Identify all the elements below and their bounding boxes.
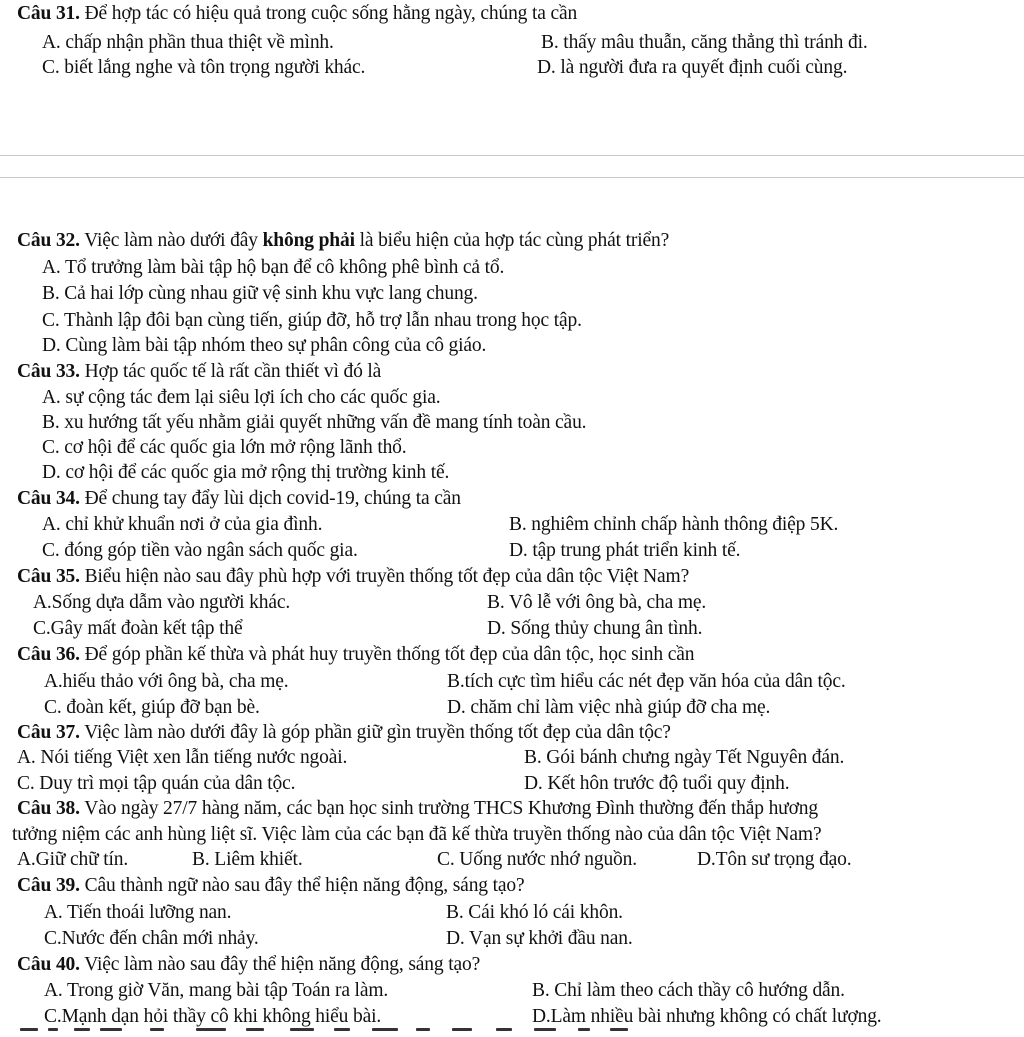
question-32-stem bbox=[17, 229, 669, 253]
question-34-stem bbox=[17, 487, 461, 511]
question-40-number: Câu 40. bbox=[17, 954, 80, 975]
question-35-option-d[interactable]: D. Sống thủy chung ân tình. bbox=[487, 618, 703, 639]
question-40-text: Việc làm nào sau đây thể hiện năng động, sáng tạo? bbox=[79, 954, 481, 975]
question-39-text: Câu thành ngữ nào sau đây thể hiện năng động, sáng tạo? bbox=[79, 875, 525, 896]
question-38-option-c[interactable]: C. Uống nước nhớ nguồn. bbox=[437, 849, 637, 870]
question-39-option-a[interactable]: A. Tiến thoái lưỡng nan. bbox=[44, 902, 232, 923]
question-38-option-b[interactable]: B. Liêm khiết. bbox=[192, 849, 303, 870]
question-38-text-continued: tưởng niệm các anh hùng liệt sĩ. Việc làm của các bạn đã kế thừa truyền thống nào của dân tộc Việt Nam? bbox=[12, 824, 822, 845]
question-38-number: Câu 38. bbox=[17, 798, 80, 819]
question-36-text: Để góp phần kế thừa và phát huy truyền thống tốt đẹp của dân tộc, học sinh cần bbox=[79, 644, 695, 665]
question-33-option-c[interactable]: C. cơ hội để các quốc gia lớn mở rộng lãnh thổ. bbox=[42, 437, 407, 458]
question-31-stem bbox=[17, 2, 577, 26]
truncated-next-line bbox=[0, 1028, 1024, 1037]
question-34-option-b[interactable]: B. nghiêm chỉnh chấp hành thông điệp 5K. bbox=[509, 514, 839, 535]
question-32-text-after: là biểu hiện của hợp tác cùng phát triển? bbox=[354, 230, 670, 251]
question-39-stem bbox=[17, 874, 525, 898]
question-31-option-d[interactable]: D. là người đưa ra quyết định cuối cùng. bbox=[537, 57, 848, 78]
question-37-option-b[interactable]: B. Gói bánh chưng ngày Tết Nguyên đán. bbox=[524, 747, 845, 768]
question-38-stem bbox=[17, 797, 818, 821]
question-33-option-b[interactable]: B. xu hướng tất yếu nhằm giải quyết những vấn đề mang tính toàn cầu. bbox=[42, 412, 587, 433]
question-38-option-a[interactable]: A.Giữ chữ tín. bbox=[17, 849, 129, 870]
question-40-option-c[interactable]: C.Mạnh dạn hỏi thầy cô khi không hiểu bài. bbox=[44, 1006, 382, 1027]
question-36-option-a[interactable]: A.hiếu thảo với ông bà, cha mẹ. bbox=[44, 671, 289, 692]
question-31-option-b[interactable]: B. thấy mâu thuẫn, căng thẳng thì tránh đi. bbox=[541, 32, 868, 53]
question-38-text: Vào ngày 27/7 hàng năm, các bạn học sinh trường THCS Khương Đình thường đến thắp hương bbox=[79, 798, 818, 819]
question-39-number: Câu 39. bbox=[17, 875, 80, 896]
question-31-number: Câu 31. bbox=[17, 3, 80, 24]
question-37-text: Việc làm nào dưới đây là góp phần giữ gìn truyền thống tốt đẹp của dân tộc? bbox=[79, 722, 671, 743]
question-37-stem bbox=[17, 721, 671, 745]
question-35-option-b[interactable]: B. Vô lễ với ông bà, cha mẹ. bbox=[487, 592, 707, 613]
question-36-stem bbox=[17, 643, 694, 667]
question-31-option-a[interactable]: A. chấp nhận phần thua thiệt về mình. bbox=[42, 32, 334, 53]
question-40-option-d[interactable]: D.Làm nhiều bài nhưng không có chất lượng. bbox=[532, 1006, 882, 1027]
question-32-option-a[interactable]: A. Tổ trưởng làm bài tập hộ bạn để cô không phê bình cả tổ. bbox=[42, 257, 505, 278]
page-break-top bbox=[0, 155, 1024, 156]
question-33-text: Hợp tác quốc tế là rất cần thiết vì đó là bbox=[79, 361, 382, 382]
question-33-stem bbox=[17, 360, 381, 384]
question-35-number: Câu 35. bbox=[17, 566, 80, 587]
question-31-text: Để hợp tác có hiệu quả trong cuộc sống hằng ngày, chúng ta cần bbox=[79, 3, 578, 24]
question-33-option-a[interactable]: A. sự cộng tác đem lại siêu lợi ích cho các quốc gia. bbox=[42, 387, 441, 408]
question-34-text: Để chung tay đẩy lùi dịch covid-19, chúng ta cần bbox=[79, 488, 461, 509]
question-39-option-d[interactable]: D. Vạn sự khởi đầu nan. bbox=[446, 928, 633, 949]
question-33-number: Câu 33. bbox=[17, 361, 80, 382]
question-39-option-b[interactable]: B. Cái khó ló cái khôn. bbox=[446, 902, 623, 923]
question-32-text-before: Việc làm nào dưới đây bbox=[79, 230, 263, 251]
question-32-number: Câu 32. bbox=[17, 230, 80, 251]
question-40-option-a[interactable]: A. Trong giờ Văn, mang bài tập Toán ra làm. bbox=[44, 980, 389, 1001]
question-34-option-c[interactable]: C. đóng góp tiền vào ngân sách quốc gia. bbox=[42, 540, 358, 561]
question-34-number: Câu 34. bbox=[17, 488, 80, 509]
question-35-option-c[interactable]: C.Gây mất đoàn kết tập thể bbox=[33, 618, 243, 639]
question-37-option-c[interactable]: C. Duy trì mọi tập quán của dân tộc. bbox=[17, 773, 296, 794]
question-32-text-bold: không phải bbox=[262, 230, 355, 251]
question-39-option-c[interactable]: C.Nước đến chân mới nhảy. bbox=[44, 928, 259, 949]
question-40-option-b[interactable]: B. Chỉ làm theo cách thầy cô hướng dẫn. bbox=[532, 980, 845, 1001]
question-32-option-d[interactable]: D. Cùng làm bài tập nhóm theo sự phân công của cô giáo. bbox=[42, 335, 487, 356]
question-35-option-a[interactable]: A.Sống dựa dẫm vào người khác. bbox=[33, 592, 291, 613]
question-38-option-d[interactable]: D.Tôn sư trọng đạo. bbox=[697, 849, 852, 870]
question-37-option-d[interactable]: D. Kết hôn trước độ tuổi quy định. bbox=[524, 773, 790, 794]
question-32-option-b[interactable]: B. Cả hai lớp cùng nhau giữ vệ sinh khu vực lang chung. bbox=[42, 283, 478, 304]
question-35-stem bbox=[17, 565, 689, 589]
question-31-option-c[interactable]: C. biết lắng nghe và tôn trọng người khác. bbox=[42, 57, 366, 78]
question-37-option-a[interactable]: A. Nói tiếng Việt xen lẫn tiếng nước ngoài. bbox=[17, 747, 348, 768]
question-40-stem bbox=[17, 953, 480, 977]
question-32-option-c[interactable]: C. Thành lập đôi bạn cùng tiến, giúp đỡ, hỗ trợ lẫn nhau trong học tập. bbox=[42, 310, 582, 331]
question-36-option-b[interactable]: B.tích cực tìm hiểu các nét đẹp văn hóa của dân tộc. bbox=[447, 671, 846, 692]
question-35-text: Biểu hiện nào sau đây phù hợp với truyền thống tốt đẹp của dân tộc Việt Nam? bbox=[79, 566, 690, 587]
question-34-option-d[interactable]: D. tập trung phát triển kinh tế. bbox=[509, 540, 741, 561]
question-34-option-a[interactable]: A. chỉ khử khuẩn nơi ở của gia đình. bbox=[42, 514, 323, 535]
question-36-option-d[interactable]: D. chăm chỉ làm việc nhà giúp đỡ cha mẹ. bbox=[447, 697, 771, 718]
question-36-option-c[interactable]: C. đoàn kết, giúp đỡ bạn bè. bbox=[44, 697, 260, 718]
page-break-bottom bbox=[0, 177, 1024, 178]
question-37-number: Câu 37. bbox=[17, 722, 80, 743]
question-33-option-d[interactable]: D. cơ hội để các quốc gia mở rộng thị trường kinh tế. bbox=[42, 462, 450, 483]
question-36-number: Câu 36. bbox=[17, 644, 80, 665]
